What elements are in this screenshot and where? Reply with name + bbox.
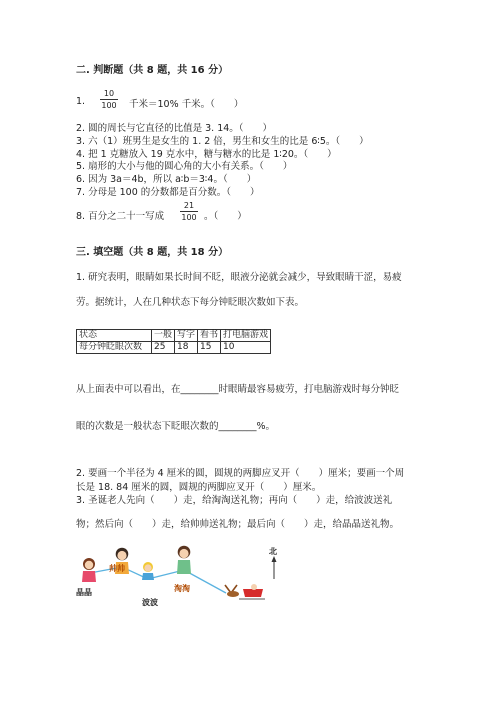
q2-3: 3. 六（1）班男生是女生的 1. 2 倍，男生和女生的比是 6∶5。（ ） — [76, 136, 369, 147]
fraction-denominator: 100 — [181, 213, 197, 222]
shuaishuai-label: 帅帅 — [109, 564, 125, 573]
q3-1-line4: 眼的次数是一般状态下眨眼次数的________%。 — [76, 421, 276, 432]
q2-7: 7. 分母是 100 的分数都是百分数。（ ） — [76, 187, 260, 198]
table-header-cell: 状态 — [77, 330, 152, 342]
q3-3-line1: 3. 圣诞老人先向（ ）走，给淘淘送礼物；再向（ ）走，给波波送礼 — [76, 495, 393, 506]
table-header-cell: 看书 — [198, 330, 221, 342]
fraction-denominator: 100 — [101, 101, 117, 110]
jingjing-figure — [80, 557, 98, 583]
bobo-label: 波波 — [142, 598, 158, 607]
q3-2-line2: 长是 18. 84 厘米的圆，圆规的两脚应叉开（ ）厘米。 — [76, 482, 322, 493]
santa-sleigh-figure — [223, 581, 267, 601]
q3-2-line1: 2. 要画一个半径为 4 厘米的圆，圆规的两脚应叉开（ ）厘米；要画一个周 — [76, 468, 405, 479]
direction-figure — [76, 545, 281, 615]
table-row — [77, 342, 271, 354]
q3-1-line1: 1. 研究表明，眼睛如果长时间不眨，眼液分泌就会减少，导致眼睛干涩，易疲 — [76, 272, 402, 283]
north-label: 北 — [269, 547, 277, 556]
q2-8-text-a: 8. 百分之二十一写成 — [76, 211, 165, 222]
q2-8-text-b: 。（ ） — [204, 211, 247, 222]
section3-heading: 三. 填空题（共 8 题，共 18 分） — [76, 247, 229, 258]
q3-3-line2: 物；然后向（ ）走，给帅帅送礼物；最后向（ ）走，给晶晶送礼物。 — [76, 519, 400, 530]
table-header-cell: 打电脑游戏 — [221, 330, 271, 342]
q3-1-line3: 从上面表中可以看出，在________时眼睛最容易疲劳，打电脑游戏时每分钟眨 — [76, 384, 400, 395]
fraction-numerator: 21 — [183, 201, 195, 210]
q2-4: 4. 把 1 克糖放入 19 克水中，糖与糖水的比是 1∶20。（ ） — [76, 149, 337, 160]
q2-1-text: 千米＝10% 千米。（ ） — [129, 99, 244, 110]
q2-1-number: 1. — [76, 96, 86, 107]
table-row-label: 每分钟眨眼次数 — [77, 342, 152, 354]
table-header-cell: 写字 — [175, 330, 198, 342]
jingjing-label: 晶晶 — [76, 588, 92, 597]
q2-2: 2. 圆的周长与它直径的比值是 3. 14。（ ） — [76, 123, 273, 134]
fraction-numerator: 10 — [103, 89, 115, 98]
table-cell: 10 — [221, 342, 271, 354]
table-cell: 25 — [152, 342, 175, 354]
q2-6: 6. 因为 3a＝4b，所以 a∶b＝3∶4。（ ） — [76, 174, 257, 185]
q2-8-fraction — [180, 201, 198, 222]
bobo-figure — [140, 561, 156, 581]
blink-table — [76, 329, 271, 354]
section2-heading: 二. 判断题（共 8 题，共 16 分） — [76, 65, 229, 76]
q2-1-fraction — [100, 89, 118, 110]
table-header-cell: 一般 — [152, 330, 175, 342]
table-cell: 15 — [198, 342, 221, 354]
taotao-label: 淘淘 — [174, 584, 190, 593]
taotao-figure — [174, 545, 194, 575]
table-cell: 18 — [175, 342, 198, 354]
q3-1-line2: 劳。据统计，人在几种状态下每分钟眨眼次数如下表。 — [76, 297, 305, 308]
fraction-bar — [180, 211, 198, 212]
table-row — [77, 330, 271, 342]
fraction-bar — [100, 99, 118, 100]
q2-5: 5. 扇形的大小与他的圆心角的大小有关系。（ ） — [76, 161, 293, 172]
